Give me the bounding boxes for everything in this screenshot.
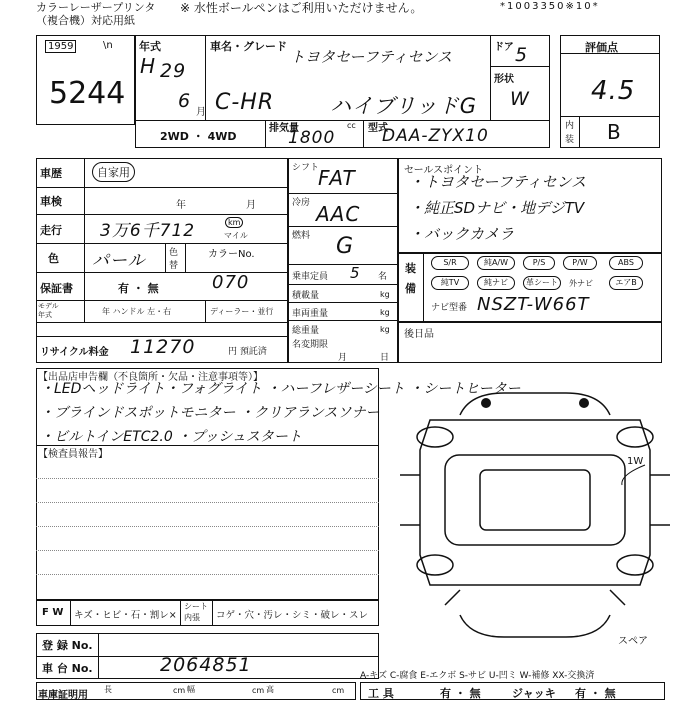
sales-points-box	[398, 158, 662, 253]
mirror-left	[481, 398, 491, 408]
jack-label: ジャッキ	[512, 687, 556, 700]
later-date-label: 後日品	[404, 329, 434, 340]
color-no-label: カラーNo.	[208, 249, 255, 260]
cert-label: 車庫証明用	[38, 690, 88, 701]
name-value: トヨタセーフティセンス	[290, 48, 453, 66]
score-box	[560, 35, 660, 148]
interior-label-2: 装	[565, 135, 575, 145]
equip-alloy: 純A/W	[477, 256, 515, 270]
printer-line: カラーレーザープリンタ	[36, 1, 156, 14]
width-label: 幅	[187, 685, 195, 694]
interior-label-1: 内	[565, 121, 575, 131]
car-rear-lines	[445, 590, 625, 605]
type-label: 型式	[368, 123, 388, 134]
damage-legend: A-キズ C-腐食 E-エクボ S-サビ U-凹ミ W-補修 XX-交換済	[360, 671, 595, 681]
type-value: DAA-ZYX10	[382, 126, 489, 146]
sales-point-1: ・トヨタセーフティセンス	[409, 173, 587, 191]
shape-label: 形状	[494, 74, 514, 85]
grade-value: ハイブリッドG	[330, 94, 477, 118]
month-value: 6	[178, 90, 192, 112]
weight-label: 車両重量	[292, 309, 329, 319]
inspection-year-unit: 年	[176, 200, 186, 211]
equipment-label-1: 装	[405, 262, 416, 275]
tools-options: 有 ・ 無	[440, 687, 481, 700]
color-change-label-1: 色	[169, 248, 179, 258]
handle-label: 年 ハンドル 左・右	[102, 307, 172, 316]
diagram-annotation: 1W	[627, 456, 644, 467]
chassis-no-label: 車 台 No.	[42, 662, 93, 675]
year-label: 年式	[139, 40, 161, 53]
equip-navi: 純ナビ	[477, 276, 515, 290]
interior-value: B	[607, 120, 622, 144]
length-cm: cm	[173, 686, 186, 695]
km-unit: km	[225, 217, 243, 228]
lot-box	[36, 35, 135, 125]
pen-notice: ※ 水性ボールペンはご利用いただけません。	[180, 1, 423, 15]
printer-sub: （複合機）対応用紙	[36, 14, 135, 27]
front-right-wheel	[617, 427, 653, 447]
jack-options: 有 ・ 無	[575, 687, 616, 700]
equip-abs: ABS	[609, 256, 643, 270]
month-unit: 月	[196, 107, 206, 118]
dealer-label: ディーラー・並行	[210, 307, 274, 316]
notes-line-2: ・ブラインドスポットモニター ・クリアランスソナー	[40, 405, 380, 421]
car-doors	[400, 475, 670, 525]
equip-ext-navi: 外ナビ	[569, 279, 593, 288]
equip-ps: P/S	[523, 256, 555, 270]
color-value: パール	[92, 251, 146, 271]
ac-value: AAC	[316, 202, 361, 226]
chassis-no-value: 2064851	[160, 654, 252, 676]
mileage-value: 3万6千712	[100, 221, 196, 241]
year-era: H	[140, 54, 156, 78]
capacity-unit: 名	[378, 272, 388, 282]
shift-label: シフト	[292, 163, 320, 173]
reg-no-label: 登 録 No.	[42, 639, 93, 652]
load-label: 積載量	[292, 291, 320, 301]
fw-label: F W	[42, 607, 64, 618]
lot-year-tag: 1959	[45, 40, 76, 53]
weight-kg-unit: kg	[380, 308, 390, 317]
history-value: 自家用	[92, 162, 135, 182]
seat-label-2: 内張	[184, 613, 200, 622]
seat-label-1: シート	[184, 602, 208, 611]
lot-number: 5244	[49, 76, 126, 111]
total-label: 総重量	[292, 326, 320, 336]
inspection-label: 車検	[40, 195, 62, 208]
displacement-value: 1800	[288, 128, 336, 148]
car-roof-panel	[480, 470, 590, 530]
equip-tv: 純TV	[431, 276, 469, 290]
drive-label: 2WD ・ 4WD	[160, 130, 237, 143]
navi-value: NSZT-W66T	[477, 294, 590, 315]
equip-sr: S/R	[431, 256, 469, 270]
recycle-unit: 円 預託済	[228, 347, 267, 357]
fuel-label: 燃料	[292, 231, 311, 241]
width-cm: cm	[252, 686, 265, 695]
score-label: 評価点	[585, 41, 618, 54]
door-value: 5	[515, 44, 529, 66]
tools-label: 工 具	[368, 687, 394, 700]
history-table	[36, 158, 288, 363]
color-no-value: 070	[212, 272, 250, 293]
car-rear-bumper	[460, 615, 610, 637]
equip-pw: P/W	[563, 256, 597, 270]
sales-point-3: ・バックカメラ	[409, 225, 515, 243]
reg-change-label: 名変期限	[292, 340, 329, 350]
car-body-outline	[420, 420, 650, 585]
seat-options: コゲ・穴・汚レ・シミ・破レ・スレ	[216, 610, 369, 621]
color-label: 色	[48, 252, 59, 265]
fuel-value: G	[336, 234, 355, 259]
notes-line-3: ・ビルトインETC2.0 ・プッシュスタート	[40, 429, 302, 445]
height-label: 高	[266, 685, 274, 694]
color-change-label-2: 替	[169, 261, 179, 271]
total-kg-unit: kg	[380, 325, 390, 334]
shape-value: W	[510, 88, 530, 110]
history-label: 車歴	[40, 167, 62, 180]
warranty-options: 有 ・ 無	[118, 282, 159, 295]
rear-left-wheel	[417, 555, 453, 575]
reg-change-month: 月	[338, 353, 348, 363]
score-value: 4.5	[591, 76, 636, 106]
length-label: 長	[104, 685, 112, 694]
mirror-right	[579, 398, 589, 408]
capacity-label: 乗車定員	[292, 272, 329, 282]
serial-number: *1003350※10*	[500, 1, 600, 12]
notes-line-1: ・LEDヘッドライト・フォグライト ・ハーフレザーシート ・シートヒーター	[40, 381, 521, 397]
model-year-label-1: モデル	[38, 302, 59, 310]
later-date-box	[398, 322, 662, 363]
rear-right-wheel	[617, 555, 653, 575]
equip-leather: 革シート	[523, 276, 561, 290]
name-label: 車名・グレード	[210, 40, 287, 53]
mile-unit: マイル	[224, 231, 248, 240]
displacement-label: 排気量	[269, 123, 299, 134]
model-value: C-HR	[215, 90, 275, 115]
spare-label: スペア	[618, 636, 648, 647]
load-kg-unit: kg	[380, 290, 390, 299]
model-year-label-2: 年式	[38, 311, 52, 319]
equip-airbag: エアB	[609, 276, 643, 290]
door-label: ドア	[494, 42, 514, 53]
equipment-box	[398, 253, 662, 322]
height-cm: cm	[332, 686, 345, 695]
reg-change-day: 日	[380, 353, 390, 363]
car-diagram	[400, 375, 670, 650]
sales-points-label: セールスポイント	[404, 165, 484, 176]
equipment-label-2: 備	[405, 282, 416, 295]
car-roof	[445, 455, 625, 545]
year-value: 29	[160, 60, 187, 82]
sales-point-2: ・純正SDナビ・地デジTV	[409, 199, 585, 217]
fw-options: キズ・ヒビ・石・割レ×	[74, 610, 177, 621]
recycle-value: 11270	[130, 336, 196, 358]
capacity-value: 5	[350, 264, 361, 282]
lot-in-mark: \n	[103, 40, 113, 51]
shift-value: FAT	[318, 166, 356, 190]
mileage-label: 走行	[40, 224, 62, 237]
inspection-month-unit: 月	[246, 200, 256, 211]
ac-label: 冷房	[292, 198, 311, 208]
cc-unit: cc	[347, 121, 356, 130]
navi-label: ナビ型番	[431, 303, 468, 313]
warranty-label: 保証書	[40, 282, 73, 295]
inspector-label: 【検査員報告】	[38, 449, 108, 460]
recycle-label: リサイクル料金	[40, 347, 109, 358]
front-left-wheel	[417, 427, 453, 447]
notes-label: 【出品店申告欄（不良箇所・欠品・注意事項等）】	[38, 372, 263, 383]
